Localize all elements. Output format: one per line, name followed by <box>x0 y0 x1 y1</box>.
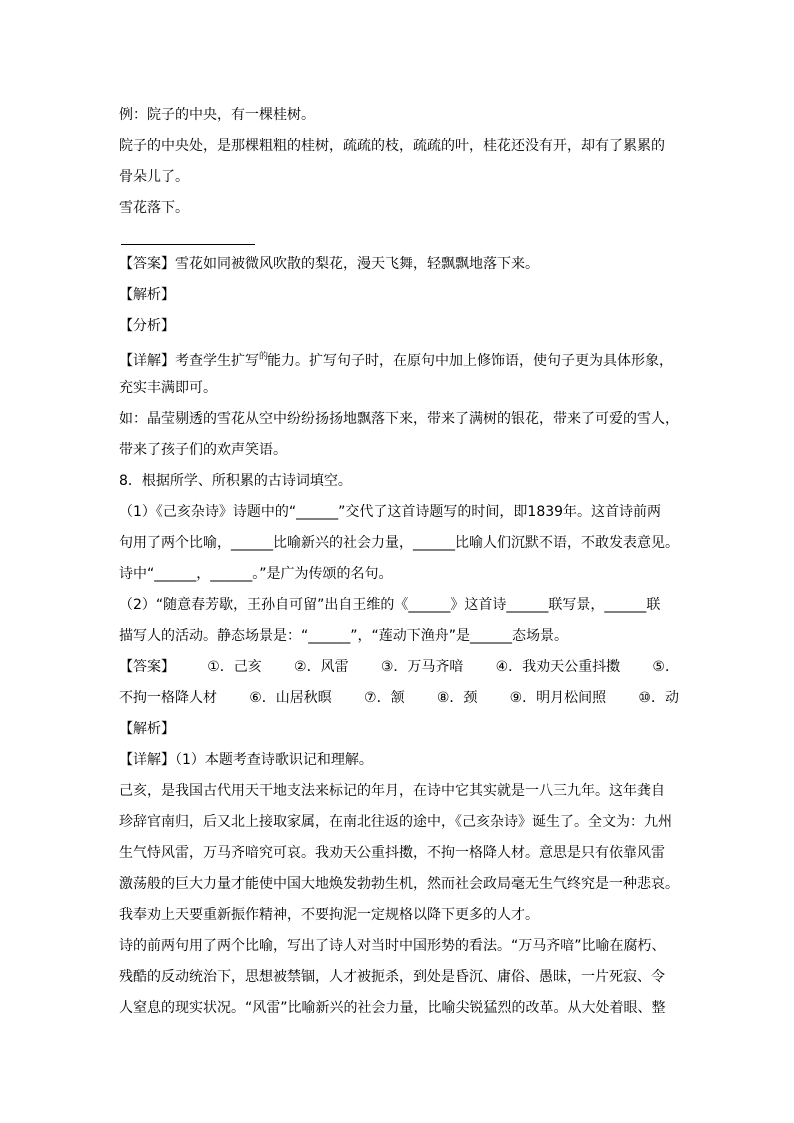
example-line: 骨朵儿了。 <box>119 169 189 185</box>
q8-detail-heading: 【详解】（1）本题考查诗歌识记和理解。 <box>119 752 373 768</box>
q8-para1-line: 生气恃风雷，万马齐喑究可哀。我劝天公重抖擞，不拘一格降人材。意思是只有依靠风雷 <box>119 845 665 861</box>
q7-example-line: 如：晶莹剔透的雪花从空中纷纷扬扬地飘落下来，带来了满树的银花，带来了可爱的雪人， <box>119 411 679 427</box>
answer-option: 不拘一格降人材 <box>119 690 217 706</box>
q8-para1-line: 珍辞官南归，后又北上接取家属，在南北往返的途中，《己亥杂诗》诞生了。全文为：九州 <box>119 814 672 830</box>
answer-option: ⑥．山居秋暝 <box>249 690 332 706</box>
answer-option: ④．我劝天公重抖擞 <box>495 659 621 675</box>
q8-para2-line: 残酷的反动统治下，思想被禁锢，人才被扼杀，到处是昏沉、庸俗、愚昧，一片死寂、令 <box>119 969 665 985</box>
q8-part1-line: 诗中“______，______。”是广为传颂的名句。 <box>119 566 393 582</box>
q7-analysis-heading: 【解析】 <box>119 287 175 303</box>
answer-blank-line <box>121 244 255 245</box>
q8-title: 8．根据所学、所积累的古诗词填空。 <box>119 473 352 489</box>
answer-option: ⑦．颔 <box>364 690 405 706</box>
q7-detail-prefix: 【详解】考查学生扩写 <box>119 353 259 369</box>
example-line: 例：院子的中央，有一棵桂树。 <box>119 107 315 123</box>
answer-option: ⑧．颈 <box>436 690 478 706</box>
example-line: 院子的中央处，是那棵粗粗的桂树，疏疏的枝，疏疏的叶，桂花还没有开，却有了累累的 <box>119 138 665 154</box>
q8-analysis-heading: 【解析】 <box>119 721 175 737</box>
q8-para1-line: 己亥，是我国古代用天干地支法来标记的年月，在诗中它其实就是一八三九年。这年龚自 <box>119 783 665 799</box>
q8-answer-row <box>119 652 679 683</box>
answer-option: ⑩．动 <box>638 690 679 706</box>
answer-option: ⑨．明月松间照 <box>509 690 607 706</box>
q7-detail <box>119 342 679 373</box>
q8-para2-line: 人窒息的现实状况。“风雷”比喻新兴的社会力量，比喻尖锐猛烈的改革。从大处着眼、整 <box>119 1000 666 1016</box>
q8-answer-row <box>119 683 679 714</box>
q8-para1-line: 我奉劝上天要重新振作精神，不要拘泥一定规格以降下更多的人才。 <box>119 907 539 923</box>
q7-detail-superscript: 的 <box>259 352 268 362</box>
q7-answer: 【答案】雪花如同被微风吹散的梨花，漫天飞舞，轻飘飘地落下来。 <box>119 256 539 272</box>
q8-part2-line: （2）“随意春芳歇，王孙自可留”出自王维的《______》这首诗______联写景，______联 <box>119 597 661 613</box>
example-line: 雪花落下。 <box>119 200 189 216</box>
q8-part1-line: 句用了两个比喻，______比喻新兴的社会力量，______比喻人们沉默不语，不敢发表意见。 <box>119 535 679 551</box>
answer-option: ③．万马齐喑 <box>380 659 464 675</box>
q7-fenxi-heading: 【分析】 <box>119 318 175 334</box>
q8-para1-line: 激荡般的巨大力量才能使中国大地焕发勃勃生机，然而社会政局毫无生气终究是一种悲哀。 <box>119 876 679 892</box>
q8-part2-line: 描写人的活动。静态场景是：“______”，“莲动下渔舟”是______态场景。 <box>119 628 569 644</box>
q8-part1-line: （1）《己亥杂诗》诗题中的“______”交代了这首诗题写的时间，即1839年。这首诗前两 <box>119 504 662 520</box>
document-content <box>119 100 679 1024</box>
q7-detail-line2: 充实丰满即可。 <box>119 380 217 396</box>
answer-option: ①．己亥 <box>207 659 262 675</box>
q7-detail-rest: 能力。扩写句子时，在原句中加上修饰语，使句子更为具体形象， <box>267 353 674 369</box>
q8-answer-label: 【答案】 <box>119 659 175 675</box>
answer-option: ②．风雷 <box>294 659 349 675</box>
answer-option: ⑤． <box>652 659 679 675</box>
q7-example-line: 带来了孩子们的欢声笑语。 <box>119 442 287 458</box>
q8-para2-line: 诗的前两句用了两个比喻，写出了诗人对当时中国形势的看法。“万马齐喑”比喻在腐朽、 <box>119 938 666 954</box>
